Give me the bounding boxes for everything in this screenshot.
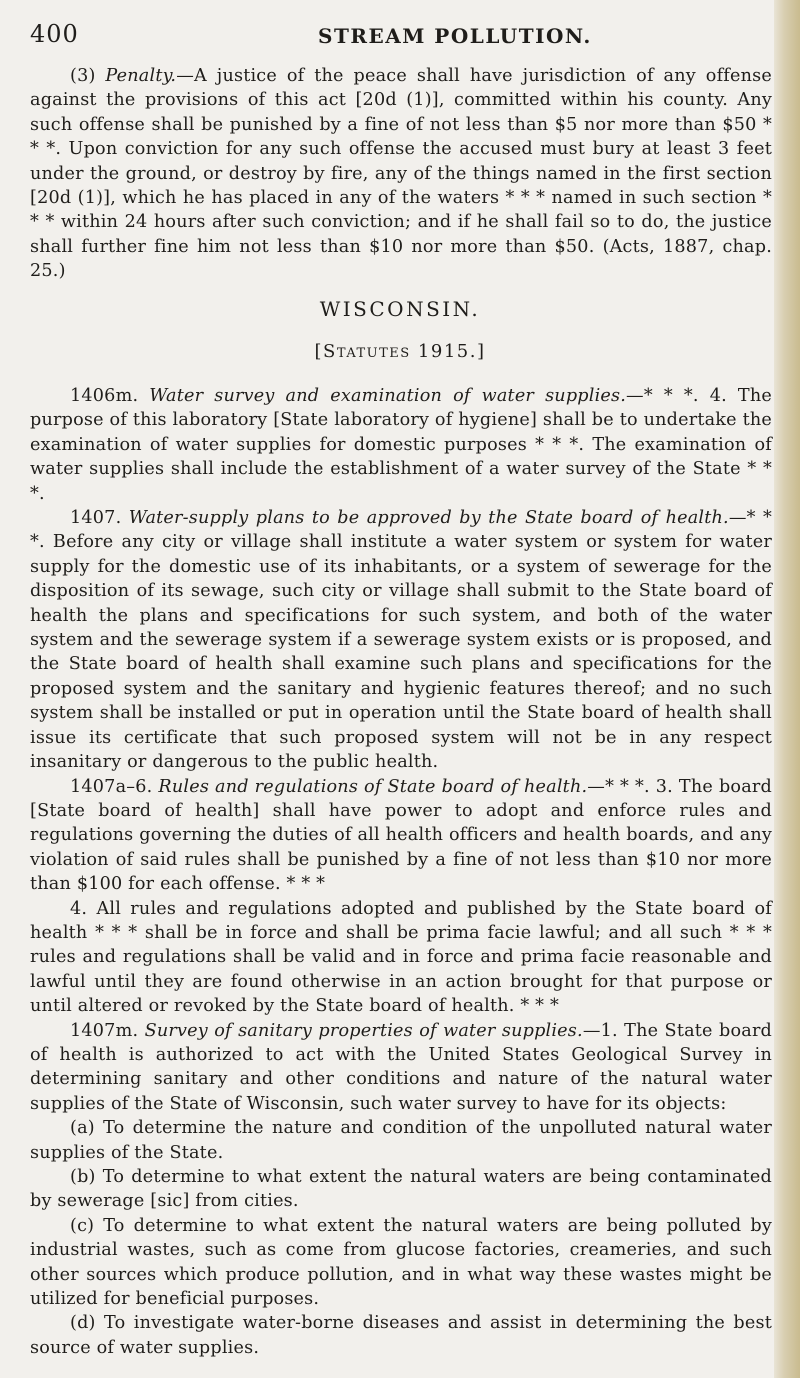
- state-heading: WISCONSIN.: [319, 297, 481, 321]
- statute-sections: [30, 384, 772, 1360]
- penalty-heading: Penalty.: [105, 66, 177, 86]
- running-head: STREAM POLLUTION.: [318, 24, 592, 48]
- penalty-paragraph: [30, 64, 772, 284]
- section-1406m: 1406m. Water survey and examination of water supplies.—* * *. 4. The purpose of this laboratory [State laboratory of hygiene] shall be to undertake the examination of water supplies for domestic purposes * * *. The examination of water supplies shall include the establishment of a water survey of the State * * *.: [30, 386, 773, 504]
- section-1407a-6-item-4: 4. All rules and regulations adopted and published by the State board of health * * * shall be in force and shall be prima facie lawful; and all such * * * rules and regulations shall be valid and in force and prima facie reasonable and lawful until they are found otherwise in an action brought for that purpose or until altered or revoked by the State board of health. * * *: [30, 898, 772, 1017]
- object-d: (d) To investigate water-borne diseases and assist in determining the best source of water supplies.: [30, 1313, 773, 1358]
- penalty-text: —A justice of the peace shall have jurisdiction of any offense against the provisions of this act [20d (1)], committed within his county. Any such offense shall be punished by a fine of not less than $5 nor more than $50 * * *. Upon conviction for any such offense the accused must bury at least 3 feet under the ground, or destroy by fire, any of the things named in the first section [20d (1)], which he has placed in any of the waters * * * named in such section * * * within 24 hours after such conviction; and if he shall fail so to do, the justice shall further fine him not less than $10 nor more than $50. (Acts, 1887, chap. 25.): [30, 66, 773, 282]
- page-number: 400: [30, 20, 79, 48]
- object-a: (a) To determine the nature and condition of the unpolluted natural water supplies of the State.: [30, 1118, 772, 1163]
- penalty-number: (3): [70, 66, 96, 86]
- page-header: [30, 18, 770, 50]
- object-c: (c) To determine to what extent the natural waters are being polluted by industrial wastes, such as come from glucose factories, creameries, and such other sources which produce pollution, and in what way these wastes might be utilized for beneficial purposes.: [30, 1215, 772, 1310]
- section-1407a-6: 1407a–6. Rules and regulations of State board of health.—* * *. 3. The board [State board of health] shall have power to adopt and enforce rules and regulations governing the duties of all health officers and health boards, and any violation of said rules shall be punished by a fine of not less than $10 nor more than $100 for each offense. * * *: [30, 776, 772, 895]
- section-1407: 1407. Water-supply plans to be approved by the State board of health.—* * *. Before any city or village shall institute a water system or system for water supply for the domestic use of its inhabitants, or a system of sewerage for the disposition of its sewage, such city or village shall submit to the State board of health the plans and specifications for such system, and both of the water system and the sewerage system if a sewerage system exists or is proposed, and the State board of health shall examine such plans and specifications for the proposed system and the sanitary and hygienic features thereof; and no such system shall be installed or put in operation until the State board of health shall issue its certificate that such proposed system will not be in any respect insanitary or dangerous to the public health.: [30, 508, 772, 773]
- section-1407m: 1407m. Survey of sanitary properties of water supplies.—1. The State board of health is authorized to act with the United States Geological Survey in determining sanitary and other conditions and nature of the natural water supplies of the State of Wisconsin, such water survey to have for its objects:: [30, 1020, 773, 1114]
- statutes-heading: [Statutes 1915.]: [314, 341, 486, 362]
- page-edge: [774, 0, 800, 1378]
- object-b: (b) To determine to what extent the natural waters are being contaminated by sewerage [sic] from cities.: [30, 1167, 773, 1212]
